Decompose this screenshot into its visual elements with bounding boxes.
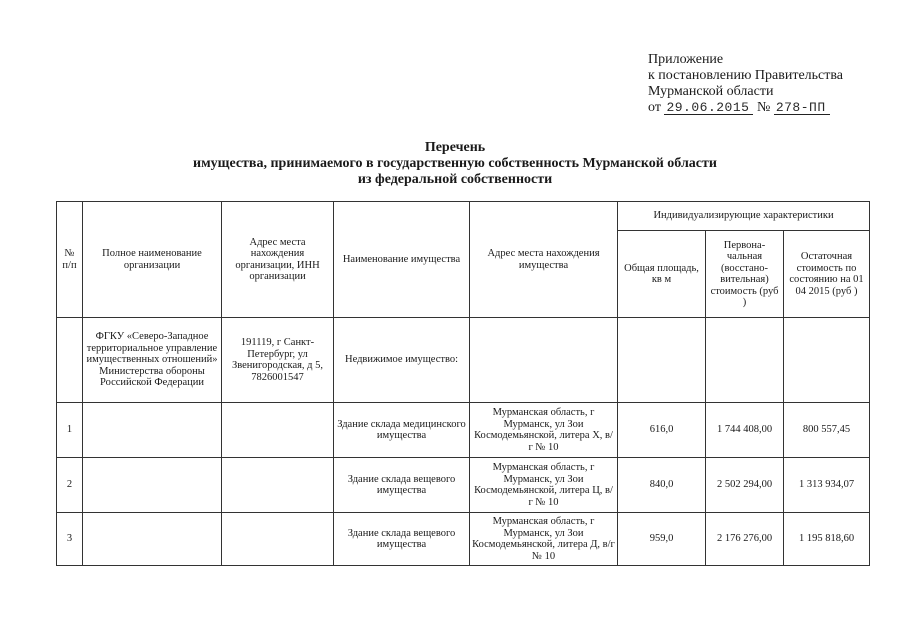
row-num: 3 bbox=[57, 513, 83, 566]
row-residual-cost: 1 313 934,07 bbox=[784, 458, 870, 513]
header-residual-cost: Остаточная стоимость по состоянию на 01 04 2015 (руб ) bbox=[784, 231, 870, 318]
table-row bbox=[57, 458, 870, 513]
row-org-name bbox=[83, 458, 222, 513]
org-row bbox=[57, 318, 870, 403]
number-prefix: № bbox=[756, 100, 771, 115]
org-name-cell: ФГКУ «Северо-Западное территориальное управление имущественных отношений» Министерства обороны Российской Федерации bbox=[83, 318, 222, 403]
appendix-resolution: к постановлению Правительства bbox=[648, 68, 844, 83]
header-initial-cost: Первона-чальная (восстано-вительная) стоимость (руб ) bbox=[706, 231, 784, 318]
row-initial-cost: 2 502 294,00 bbox=[706, 458, 784, 513]
appendix-date-line bbox=[648, 100, 843, 116]
row-property-address: Мурманская область, г Мурманск, ул Зои Космодемьянской, литера Ц, в/г № 10 bbox=[470, 458, 618, 513]
property-table bbox=[56, 201, 870, 566]
document-title bbox=[40, 140, 870, 188]
row-residual-cost: 800 557,45 bbox=[784, 403, 870, 458]
title-line-2: имущества, принимаемого в государственную собственность Мурманской области bbox=[193, 156, 717, 171]
header-property-address: Адрес места нахождения имущества bbox=[470, 202, 618, 318]
header-num: № п/п bbox=[57, 202, 83, 318]
org-address-cell: 191119, г Санкт-Петербург, ул Звенигородская, д 5, 7826001547 bbox=[222, 318, 334, 403]
date-prefix: от bbox=[648, 100, 661, 115]
row-area: 840,0 bbox=[618, 458, 706, 513]
appendix-region: Мурманской области bbox=[648, 84, 774, 99]
org-empty-address bbox=[470, 318, 618, 403]
org-num-cell bbox=[57, 318, 83, 403]
resolution-date: 29.06.2015 bbox=[664, 101, 753, 115]
row-org-address bbox=[222, 513, 334, 566]
title-line-3: из федеральной собственности bbox=[357, 172, 553, 187]
property-category-cell: Недвижимое имущество: bbox=[334, 318, 470, 403]
row-num: 2 bbox=[57, 458, 83, 513]
row-org-name bbox=[83, 513, 222, 566]
org-empty-area bbox=[618, 318, 706, 403]
row-property-name: Здание склада вещевого имущества bbox=[334, 513, 470, 566]
row-property-address: Мурманская область, г Мурманск, ул Зои Космодемьянской, литера Х, в/г № 10 bbox=[470, 403, 618, 458]
resolution-number: 278-ПП bbox=[774, 101, 830, 115]
org-empty-initial bbox=[706, 318, 784, 403]
table-row bbox=[57, 513, 870, 566]
row-property-name: Здание склада медицинского имущества bbox=[334, 403, 470, 458]
row-initial-cost: 2 176 276,00 bbox=[706, 513, 784, 566]
appendix-title: Приложение bbox=[648, 52, 724, 67]
row-org-name bbox=[83, 403, 222, 458]
row-property-name: Здание склада вещевого имущества bbox=[334, 458, 470, 513]
table-row bbox=[57, 403, 870, 458]
header-characteristics: Индивидуализирующие характеристики bbox=[618, 202, 870, 231]
appendix-block bbox=[648, 52, 843, 116]
row-area: 616,0 bbox=[618, 403, 706, 458]
header-property-name: Наименование имущества bbox=[334, 202, 470, 318]
header-org-address: Адрес места нахождения организации, ИНН организации bbox=[222, 202, 334, 318]
header-row-1 bbox=[57, 202, 870, 231]
row-org-address bbox=[222, 403, 334, 458]
row-residual-cost: 1 195 818,60 bbox=[784, 513, 870, 566]
org-empty-residual bbox=[784, 318, 870, 403]
row-property-address: Мурманская область, г Мурманск, ул Зои Космодемьянской, литера Д, в/г № 10 bbox=[470, 513, 618, 566]
title-line-1: Перечень bbox=[424, 140, 486, 155]
row-num: 1 bbox=[57, 403, 83, 458]
row-area: 959,0 bbox=[618, 513, 706, 566]
header-org-name: Полное наименование организации bbox=[83, 202, 222, 318]
header-area: Общая площадь, кв м bbox=[618, 231, 706, 318]
row-org-address bbox=[222, 458, 334, 513]
row-initial-cost: 1 744 408,00 bbox=[706, 403, 784, 458]
